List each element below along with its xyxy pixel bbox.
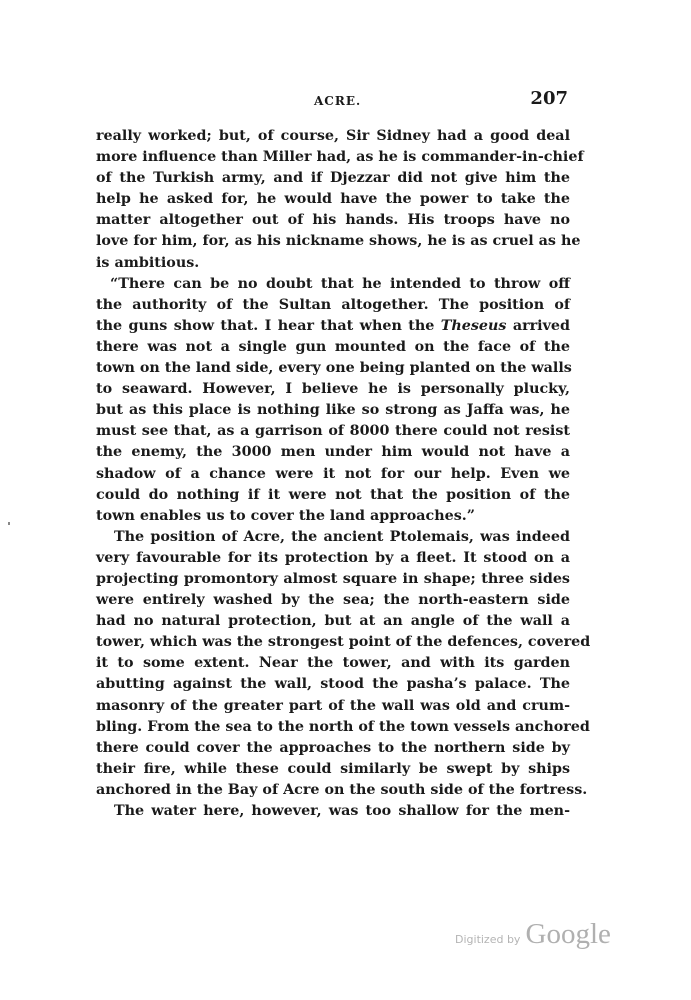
text-line: it to some extent. Near the tower, and with its garden bbox=[96, 655, 570, 672]
text-line: projecting promontory almost square in shape; three sides bbox=[96, 570, 570, 587]
text-line: their fire, while these could similarly be swept by ships bbox=[96, 760, 570, 777]
running-title: ACRE. bbox=[314, 94, 362, 108]
text-fragment: arrived bbox=[506, 317, 571, 334]
ship-name-italic: Theseus bbox=[440, 317, 507, 334]
watermark-prefix: Digitized by bbox=[455, 933, 521, 946]
digitized-watermark bbox=[455, 918, 611, 958]
text-line: there could cover the approaches to the northern side by bbox=[96, 739, 570, 756]
text-line: really worked; but, of course, Sir Sidney had a good deal bbox=[96, 128, 570, 144]
text-line: shadow of a chance were it not for our help. Even we bbox=[96, 465, 570, 482]
text-line: help he asked for, he would have the power to take the bbox=[96, 191, 570, 208]
body-text bbox=[96, 126, 591, 822]
text-line-with-italic bbox=[96, 316, 570, 337]
text-line: “There can be no doubt that he intended to throw off bbox=[110, 275, 570, 292]
text-line: love for him, for, as his nickname shows, he is as cruel as he bbox=[96, 233, 581, 250]
text-line: tower, which was the strongest point of the defences, covered bbox=[96, 634, 591, 651]
text-line: abutting against the wall, stood the pasha’s palace. The bbox=[96, 676, 570, 693]
text-line: there was not a single gun mounted on the face of the bbox=[96, 338, 570, 355]
text-line: to seaward. However, I believe he is personally plucky, bbox=[96, 381, 570, 398]
google-logo: Google bbox=[525, 918, 611, 950]
text-line: The water here, however, was too shallow for the men- bbox=[114, 803, 570, 819]
text-line: of the Turkish army, and if Djezzar did not give him the bbox=[96, 170, 570, 187]
text-line: could do nothing if it were not that the position of the bbox=[96, 486, 570, 503]
text-line: the authority of the Sultan altogether. The position of bbox=[96, 296, 570, 313]
text-line: town on the land side, every one being planted on the walls bbox=[96, 360, 572, 377]
text-line: more influence than Miller had, as he is commander-in-chief bbox=[96, 149, 584, 166]
text-line: had no natural protection, but at an angle of the wall a bbox=[96, 613, 570, 630]
text-line: matter altogether out of his hands. His troops have no bbox=[96, 212, 570, 229]
text-line: is ambitious. bbox=[96, 254, 200, 271]
margin-speck bbox=[8, 522, 10, 525]
text-fragment: the guns show that. I hear that when the bbox=[96, 317, 441, 334]
page-number: 207 bbox=[530, 88, 568, 109]
text-line: masonry of the greater part of the wall was old and crum- bbox=[96, 697, 570, 714]
text-line: must see that, as a garrison of 8000 there could not resist bbox=[96, 423, 570, 440]
text-line: were entirely washed by the sea; the north-eastern side bbox=[96, 592, 570, 609]
text-line: town enables us to cover the land approaches.” bbox=[96, 507, 475, 524]
running-head bbox=[96, 88, 568, 112]
text-line: anchored in the Bay of Acre on the south side of the fortress. bbox=[96, 781, 588, 798]
text-line: the enemy, the 3000 men under him would not have a bbox=[96, 444, 570, 461]
text-line: bling. From the sea to the north of the town vessels anchored bbox=[96, 718, 590, 735]
text-line: The position of Acre, the ancient Ptolemais, was indeed bbox=[114, 528, 570, 545]
text-line: very favourable for its protection by a fleet. It stood on a bbox=[96, 549, 570, 566]
text-line: but as this place is nothing like so strong as Jaffa was, he bbox=[96, 402, 570, 419]
